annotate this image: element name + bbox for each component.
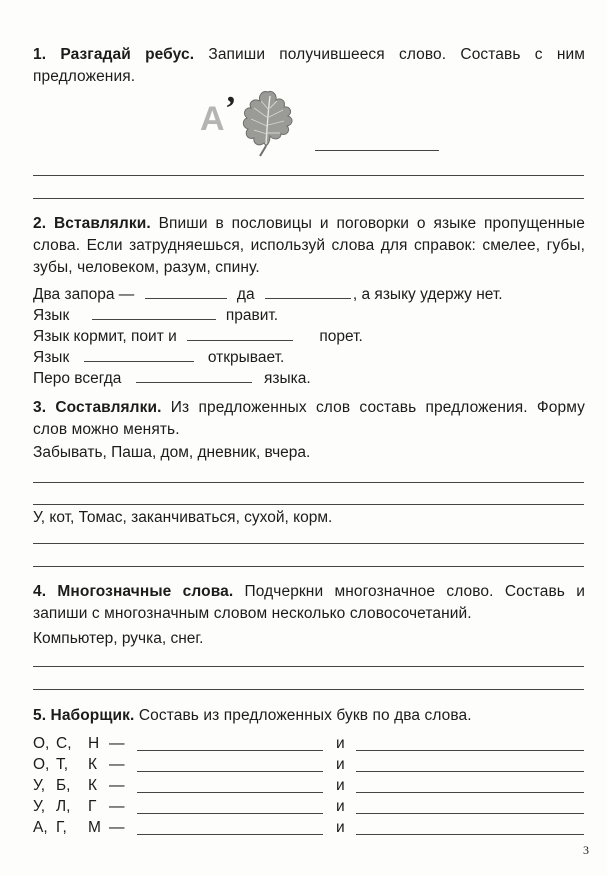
dash: — — [109, 756, 125, 773]
answer-blank[interactable] — [356, 778, 584, 793]
letter: Г — [88, 798, 97, 815]
proverb-4 — [33, 347, 284, 367]
proverb-text: правит. — [225, 307, 279, 324]
letters-row — [33, 735, 593, 755]
letter: Б, — [56, 777, 71, 794]
letters-row — [33, 819, 593, 839]
rebus-letter: А — [200, 100, 225, 138]
fill-blank[interactable] — [92, 305, 216, 320]
letters-row — [33, 756, 593, 776]
conjunction: и — [336, 819, 345, 836]
task3-text: Из предложенных слов составь предложения. Форму слов можно менять. — [33, 399, 585, 438]
rebus-answer-line[interactable] — [315, 150, 439, 151]
conjunction: и — [336, 798, 345, 815]
letter: К — [88, 777, 98, 794]
dash: — — [109, 735, 125, 752]
task3-instruction — [33, 397, 585, 441]
answer-blank[interactable] — [356, 736, 584, 751]
answer-line[interactable] — [33, 198, 584, 199]
proverb-2 — [33, 305, 278, 325]
letter: С, — [56, 735, 72, 752]
answer-blank[interactable] — [356, 757, 584, 772]
task3-title: 3. Составлялки. — [33, 399, 162, 416]
proverb-text: открывает. — [207, 349, 285, 366]
proverb-5 — [33, 368, 311, 388]
answer-blank[interactable] — [356, 799, 584, 814]
answer-blank[interactable] — [137, 799, 323, 814]
task2-instruction — [33, 213, 585, 279]
letter: А, — [33, 819, 48, 836]
page-number: 3 — [583, 843, 589, 857]
proverb-text: Язык кормит, поит и — [33, 328, 177, 345]
answer-line[interactable] — [33, 504, 584, 505]
task1-instruction — [33, 44, 585, 88]
task5-text: Составь из предложенных букв по два слова. — [134, 707, 472, 724]
task2-title: 2. Вставлялки. — [33, 215, 151, 232]
conjunction: и — [336, 777, 345, 794]
proverb-text: Язык — [33, 307, 70, 324]
answer-line[interactable] — [33, 482, 584, 483]
fill-blank[interactable] — [136, 368, 252, 383]
dash: — — [109, 819, 125, 836]
proverb-text: Перо всегда — [33, 370, 122, 387]
dash: — — [109, 777, 125, 794]
task1-text: Запиши получившееся слово. Составь с ним предложения. — [33, 46, 585, 85]
letter: У, — [33, 777, 46, 794]
dash: — — [109, 798, 125, 815]
letter: Л, — [56, 798, 71, 815]
letter: Г, — [56, 819, 67, 836]
task4-text: Подчеркни многозначное слово. Составь и запиши с многозначным словом несколько словосочетаний. — [33, 583, 585, 622]
answer-blank[interactable] — [356, 820, 584, 835]
proverb-3 — [33, 326, 363, 346]
proverb-1 — [33, 284, 503, 304]
task5-instruction — [33, 705, 585, 727]
answer-blank[interactable] — [137, 820, 323, 835]
task4-title: 4. Многозначные слова. — [33, 583, 234, 600]
proverb-text: Язык — [33, 349, 70, 366]
answer-line[interactable] — [33, 543, 584, 544]
letter: У, — [33, 798, 46, 815]
task1-title: 1. Разгадай ребус. — [33, 46, 195, 63]
answer-blank[interactable] — [137, 757, 323, 772]
answer-blank[interactable] — [137, 736, 323, 751]
letter: О, — [33, 756, 50, 773]
letters-row — [33, 777, 593, 797]
answer-blank[interactable] — [137, 778, 323, 793]
answer-line[interactable] — [33, 689, 584, 690]
proverb-text: Два запора — — [33, 286, 135, 303]
rebus-picture — [198, 86, 308, 158]
word-set-1: Забывать, Паша, дом, дневник, вчера. — [33, 444, 311, 461]
answer-line[interactable] — [33, 666, 584, 667]
conjunction: и — [336, 735, 345, 752]
word-set-2: У, кот, Томас, заканчиваться, сухой, корм. — [33, 509, 333, 526]
proverb-text: , а языку удержу нет. — [352, 286, 503, 303]
word-set: Компьютер, ручка, снег. — [33, 630, 204, 647]
letter: Т, — [56, 756, 69, 773]
task2-text: Впиши в пословицы и поговорки о языке пропущенные слова. Если затрудняешься, используй слова для справок: смелее, губы, зубы, человеком, разум, спину. — [33, 215, 585, 276]
oak-leaf-icon — [236, 86, 298, 158]
fill-blank[interactable] — [187, 326, 293, 341]
letter: М — [88, 819, 101, 836]
conjunction: и — [336, 756, 345, 773]
letters-row — [33, 798, 593, 818]
proverb-text: да — [236, 286, 255, 303]
rebus-apostrophe: ’ — [225, 90, 237, 127]
fill-blank[interactable] — [265, 284, 351, 299]
task5-title: 5. Наборщик. — [33, 707, 135, 724]
fill-blank[interactable] — [145, 284, 227, 299]
answer-line[interactable] — [33, 175, 584, 176]
fill-blank[interactable] — [84, 347, 194, 362]
letter: Н — [88, 735, 100, 752]
answer-line[interactable] — [33, 566, 584, 567]
letter: О, — [33, 735, 50, 752]
proverb-text: языка. — [264, 370, 311, 387]
task4-instruction — [33, 581, 585, 625]
proverb-text: порет. — [319, 328, 363, 345]
letter: К — [88, 756, 98, 773]
